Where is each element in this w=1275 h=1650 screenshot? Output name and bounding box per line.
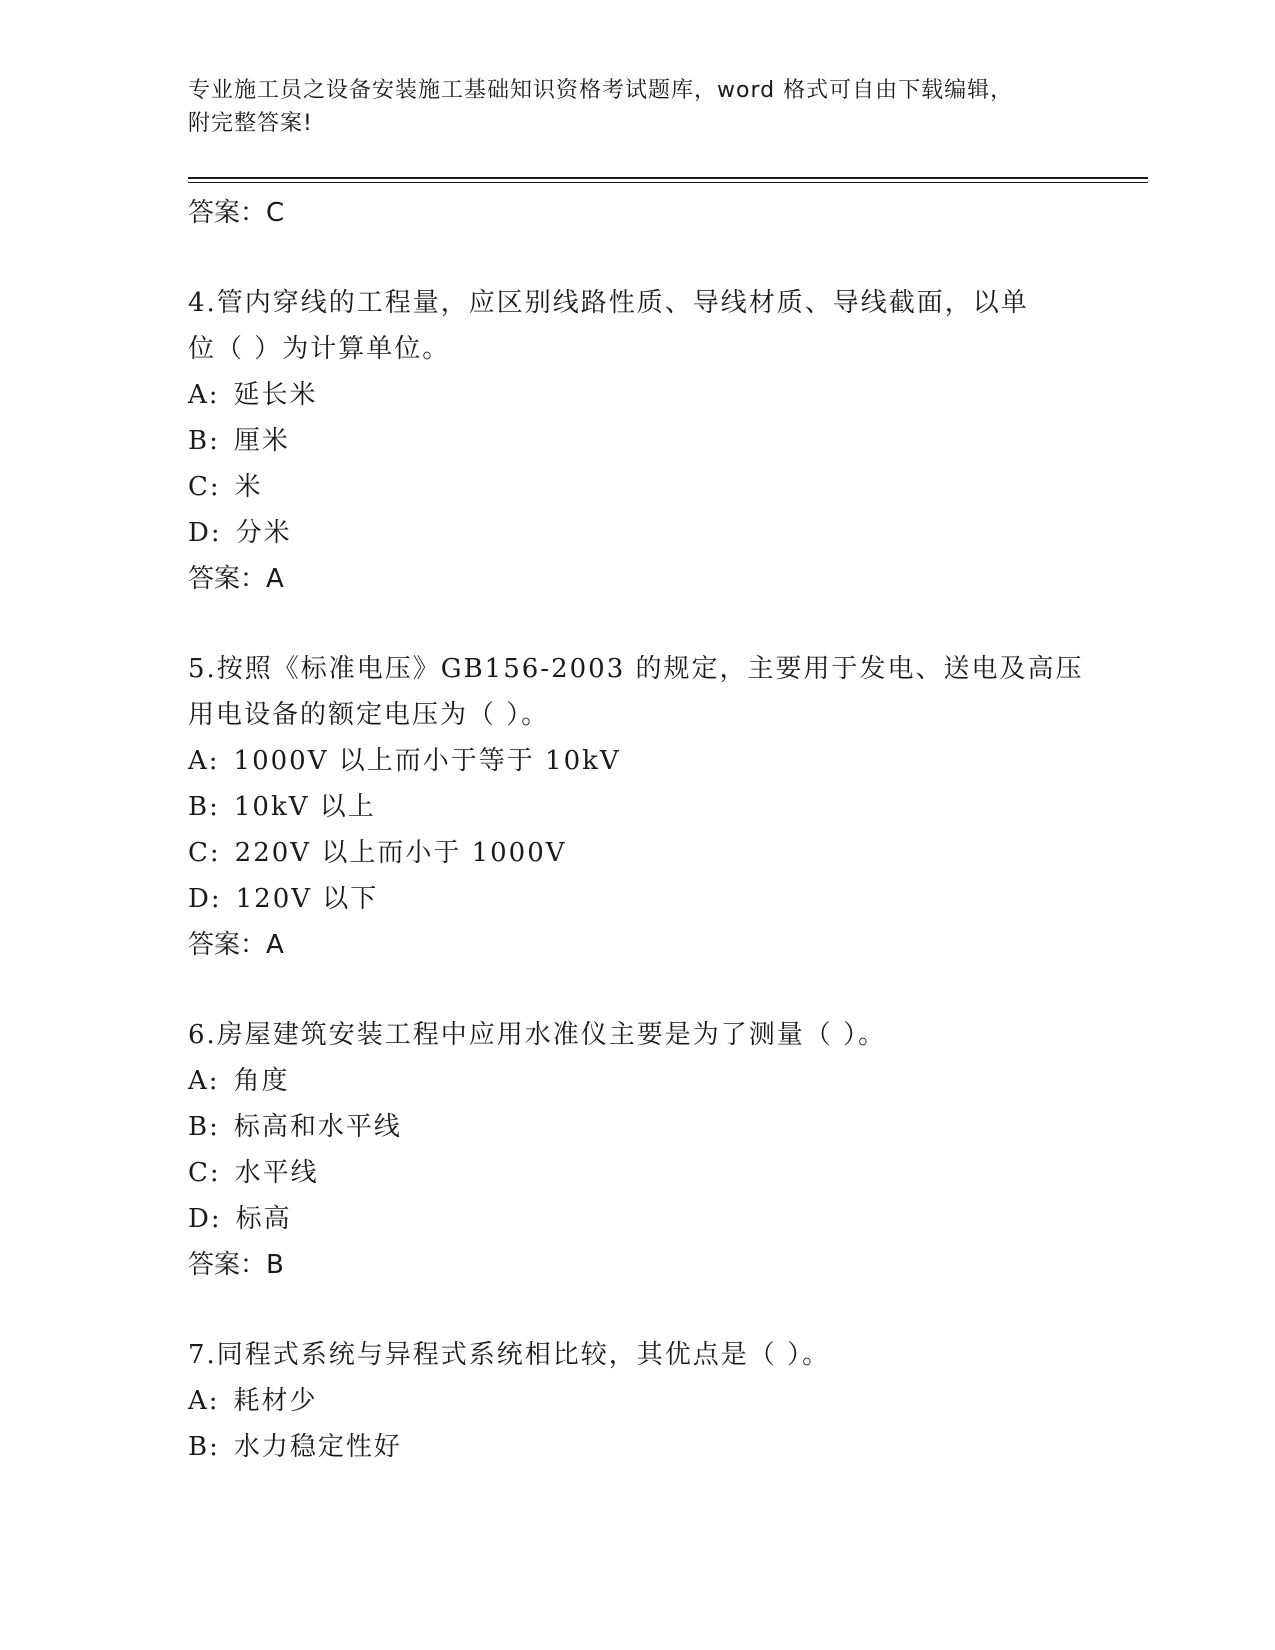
question-stem-line: 6.房屋建筑安装工程中应用水准仪主要是为了测量（ ）。 <box>188 1020 887 1050</box>
header-line-2: 附完整答案! <box>188 111 313 136</box>
option-text: 耗材少 <box>233 1386 318 1416</box>
option-key: B: <box>188 792 220 822</box>
option-d <box>188 876 1088 922</box>
option-b <box>188 784 1088 830</box>
option-d <box>188 1196 1088 1242</box>
option-text: 水平线 <box>234 1158 319 1188</box>
question-6 <box>188 1012 1088 1288</box>
option-a <box>188 1378 1088 1424</box>
question-stem-line: 用电设备的额定电压为（ ）。 <box>188 700 550 730</box>
document-body <box>188 190 1088 1470</box>
option-text: 延长米 <box>233 380 318 410</box>
option-key: D: <box>188 518 222 548</box>
question-7 <box>188 1332 1088 1470</box>
option-key: C: <box>188 838 221 868</box>
option-a <box>188 1058 1088 1104</box>
option-b <box>188 1424 1088 1470</box>
option-c <box>188 1150 1088 1196</box>
option-text: 分米 <box>235 518 292 548</box>
option-key: D: <box>188 884 222 914</box>
question-stem-line: 5.按照《标准电压》GB156-2003 的规定，主要用于发电、送电及高压 <box>188 654 1084 684</box>
option-b <box>188 1104 1088 1150</box>
option-text: 标高 <box>235 1204 292 1234</box>
option-text: 角度 <box>233 1066 290 1096</box>
option-text: 10kV 以上 <box>233 792 376 822</box>
option-d <box>188 510 1088 556</box>
header-divider <box>188 177 1148 183</box>
option-key: B: <box>188 426 220 456</box>
option-text: 厘米 <box>233 426 290 456</box>
option-key: C: <box>188 472 221 502</box>
document-header <box>188 74 1088 140</box>
option-text: 米 <box>234 472 263 502</box>
option-c <box>188 464 1088 510</box>
option-text: 120V 以下 <box>235 884 379 914</box>
question-5 <box>188 646 1088 968</box>
option-b <box>188 418 1088 464</box>
answer-q3: 答案：C <box>188 198 285 228</box>
option-a <box>188 372 1088 418</box>
answer-q6: 答案：B <box>188 1250 284 1280</box>
option-c <box>188 830 1088 876</box>
option-text: 1000V 以上而小于等于 10kV <box>233 746 621 776</box>
answer-q4: 答案：A <box>188 564 284 594</box>
option-key: A: <box>188 380 220 410</box>
option-key: A: <box>188 746 220 776</box>
question-stem-line: 4.管内穿线的工程量，应区别线路性质、导线材质、导线截面，以单 <box>188 288 1029 318</box>
option-key: B: <box>188 1112 220 1142</box>
option-key: C: <box>188 1158 221 1188</box>
option-key: A: <box>188 1066 220 1096</box>
option-key: D: <box>188 1204 222 1234</box>
option-key: A: <box>188 1386 220 1416</box>
question-stem-line: 位（ ）为计算单位。 <box>188 334 451 364</box>
question-stem-line: 7.同程式系统与异程式系统相比较，其优点是（ ）。 <box>188 1340 831 1370</box>
answer-q5: 答案：A <box>188 930 284 960</box>
option-text: 标高和水平线 <box>233 1112 402 1142</box>
option-text: 水力稳定性好 <box>233 1432 402 1462</box>
header-line-1: 专业施工员之设备安装施工基础知识资格考试题库，word 格式可自由下载编辑， <box>188 78 1014 103</box>
option-a <box>188 738 1088 784</box>
option-text: 220V 以上而小于 1000V <box>234 838 567 868</box>
question-4 <box>188 280 1088 602</box>
option-key: B: <box>188 1432 220 1462</box>
